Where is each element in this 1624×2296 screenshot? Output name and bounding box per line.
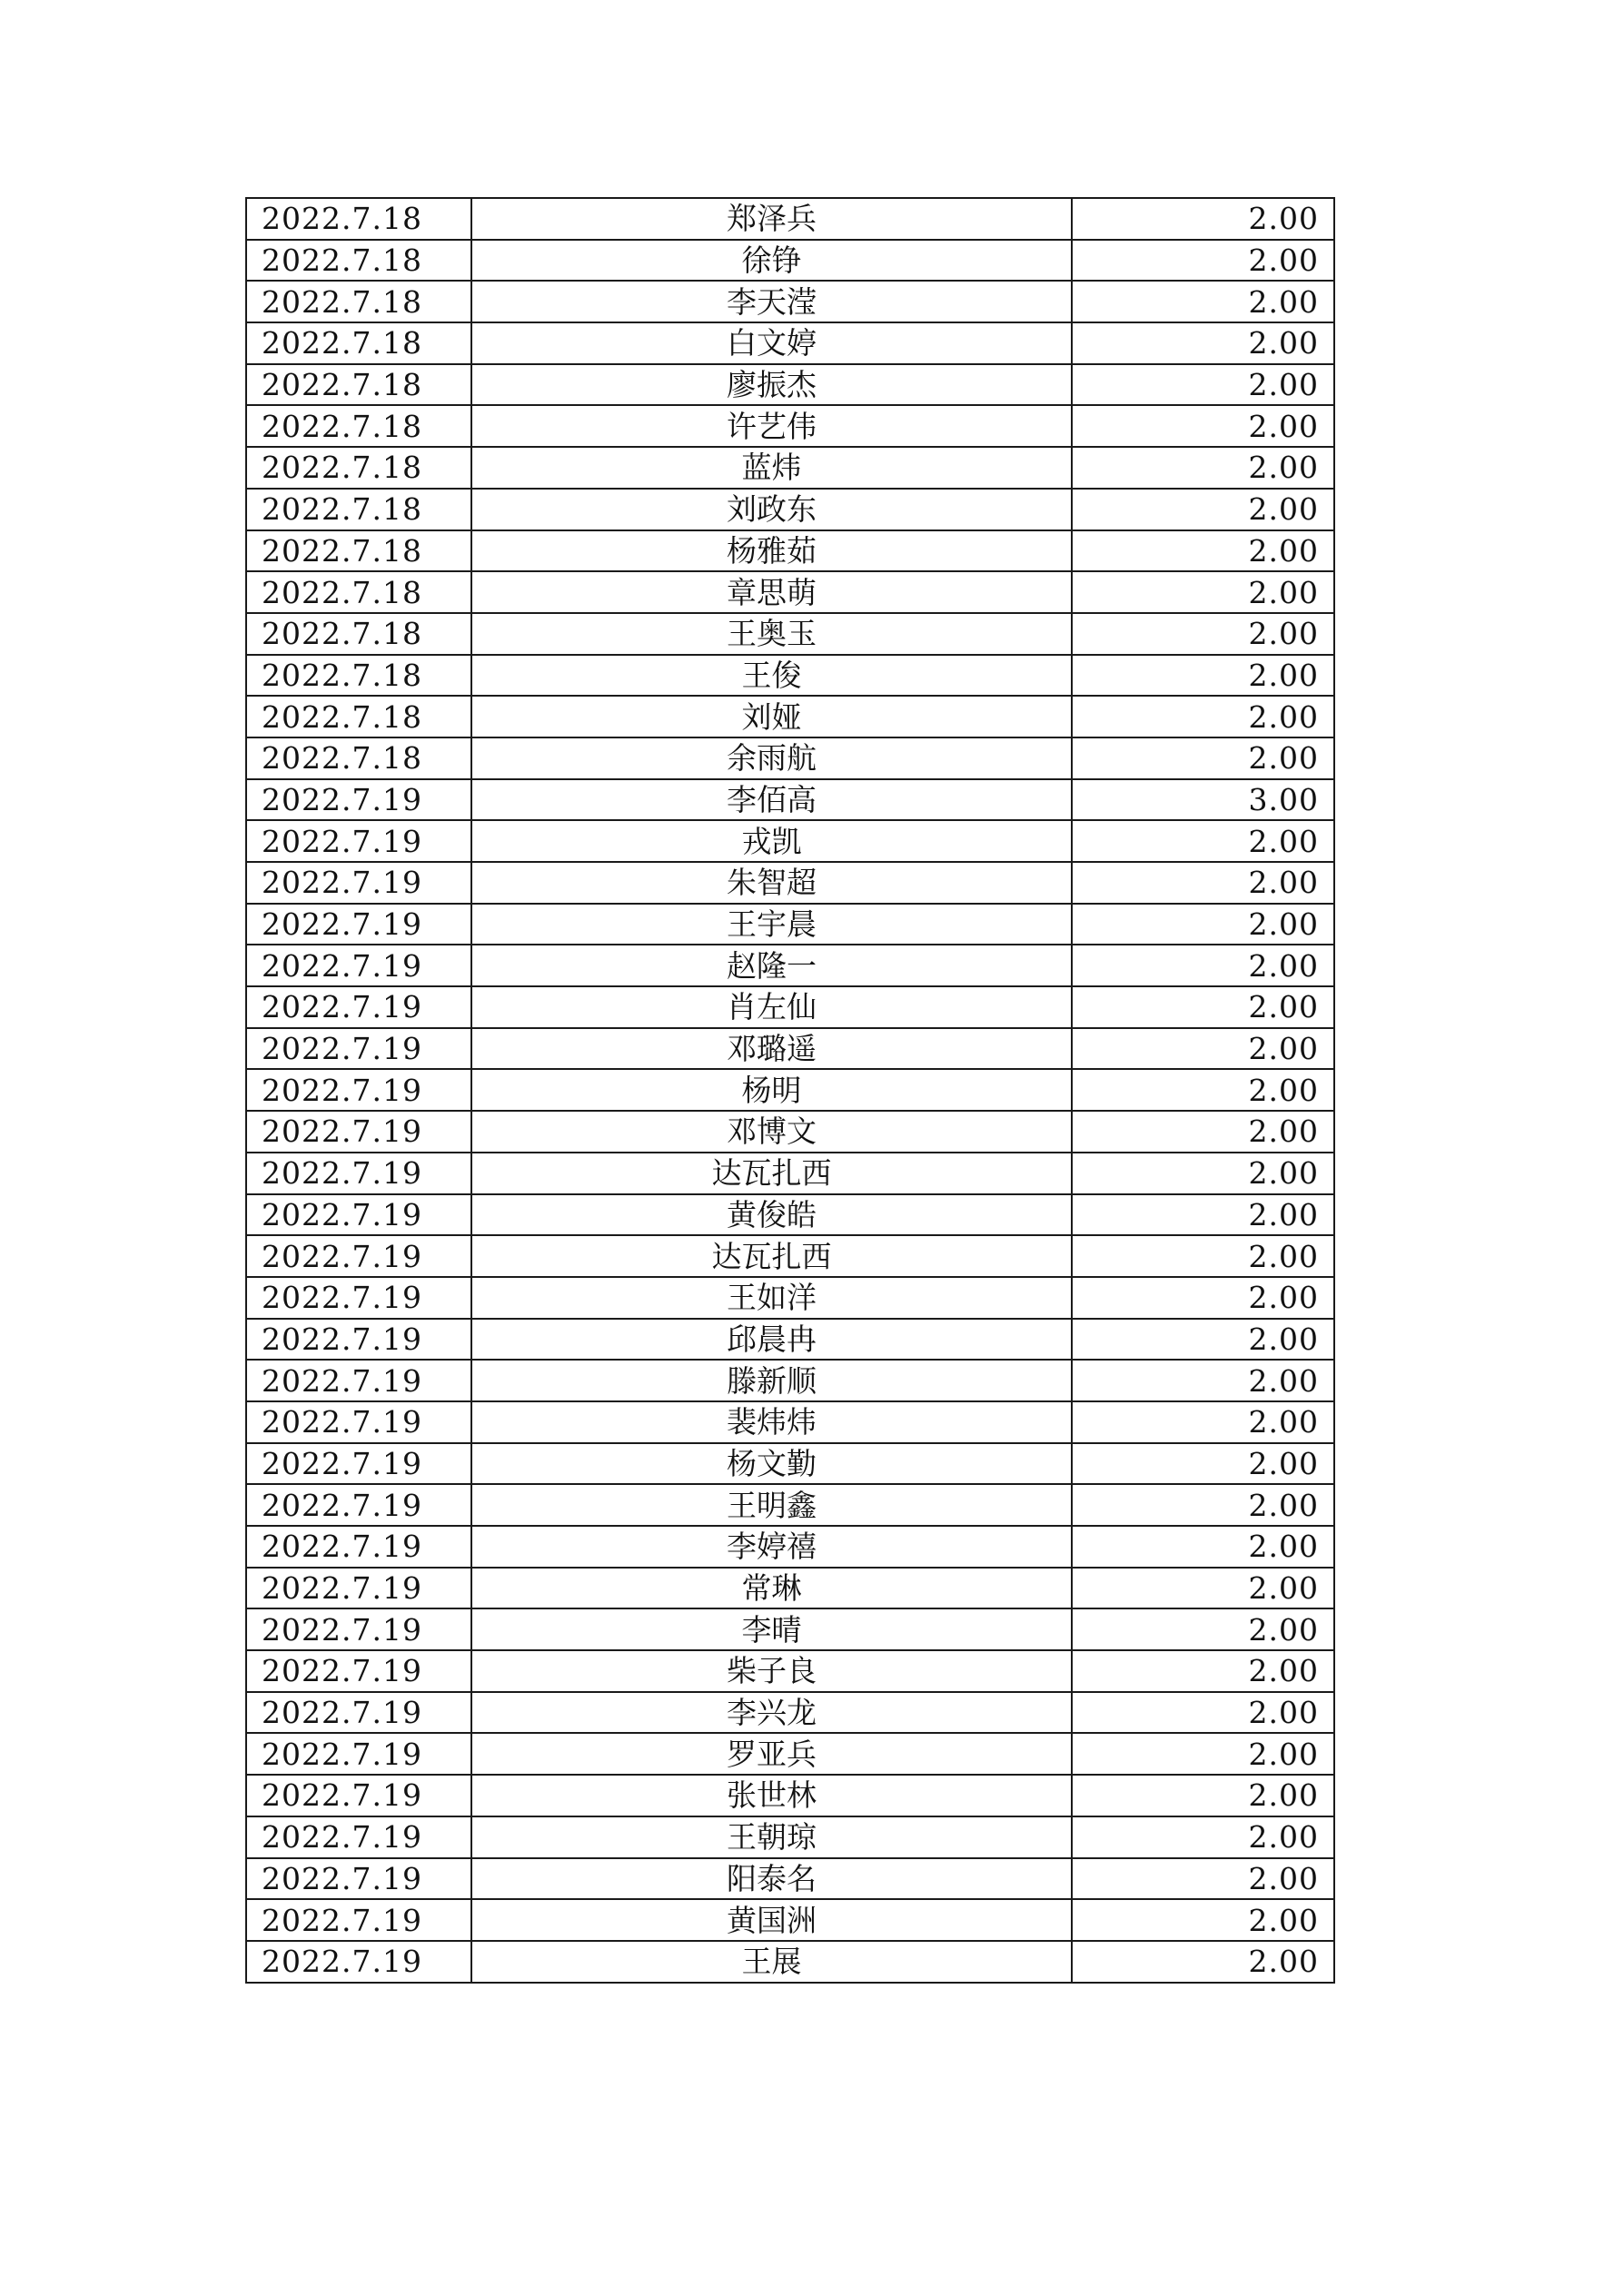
date-cell: 2022.7.19 [246,779,471,821]
amount-cell: 2.00 [1072,1692,1334,1734]
name-cell: 郑泽兵 [471,198,1072,240]
amount-cell: 2.00 [1072,1733,1334,1775]
name-cell: 王宇晨 [471,904,1072,945]
name-cell: 廖振杰 [471,364,1072,406]
name-cell: 罗亚兵 [471,1733,1072,1775]
amount-cell: 2.00 [1072,1111,1334,1153]
table-row [246,613,1334,655]
table-row [246,1899,1334,1941]
table-row [246,1277,1334,1319]
table-row [246,820,1334,862]
amount-cell: 3.00 [1072,779,1334,821]
name-cell: 王朝琼 [471,1816,1072,1858]
table-row [246,489,1334,530]
table-row [246,1484,1334,1526]
date-cell: 2022.7.19 [246,1568,471,1609]
table-row [246,737,1334,779]
date-cell: 2022.7.19 [246,1650,471,1692]
date-cell: 2022.7.18 [246,489,471,530]
table-row [246,1401,1334,1443]
amount-cell: 2.00 [1072,1360,1334,1401]
date-cell: 2022.7.19 [246,1235,471,1277]
amount-cell: 2.00 [1072,530,1334,572]
date-cell: 2022.7.18 [246,198,471,240]
amount-cell: 2.00 [1072,364,1334,406]
date-cell: 2022.7.19 [246,904,471,945]
amount-cell: 2.00 [1072,737,1334,779]
date-cell: 2022.7.19 [246,945,471,986]
name-cell: 李婷禧 [471,1526,1072,1568]
name-cell: 达瓦扎西 [471,1235,1072,1277]
date-cell: 2022.7.18 [246,281,471,322]
date-cell: 2022.7.18 [246,405,471,447]
table-row [246,571,1334,613]
date-cell: 2022.7.18 [246,322,471,364]
date-cell: 2022.7.19 [246,862,471,904]
name-cell: 常琳 [471,1568,1072,1609]
table-row [246,1692,1334,1734]
table-row [246,1153,1334,1194]
table-row [246,904,1334,945]
amount-cell: 2.00 [1072,1443,1334,1485]
date-cell: 2022.7.18 [246,240,471,282]
name-cell: 李天滢 [471,281,1072,322]
table-row [246,322,1334,364]
amount-cell: 2.00 [1072,862,1334,904]
date-cell: 2022.7.19 [246,1816,471,1858]
date-cell: 2022.7.19 [246,1111,471,1153]
date-cell: 2022.7.19 [246,1277,471,1319]
amount-cell: 2.00 [1072,1235,1334,1277]
table-row [246,1816,1334,1858]
amount-cell: 2.00 [1072,1775,1334,1816]
table-row [246,447,1334,489]
date-cell: 2022.7.19 [246,820,471,862]
amount-cell: 2.00 [1072,1650,1334,1692]
date-cell: 2022.7.18 [246,737,471,779]
table-row [246,1069,1334,1111]
name-cell: 杨文勤 [471,1443,1072,1485]
table-row [246,1941,1334,1983]
amount-cell: 2.00 [1072,904,1334,945]
name-cell: 白文婷 [471,322,1072,364]
amount-cell: 2.00 [1072,1899,1334,1941]
name-cell: 李佰高 [471,779,1072,821]
date-cell: 2022.7.19 [246,1319,471,1361]
table-row [246,1235,1334,1277]
name-cell: 蓝炜 [471,447,1072,489]
amount-cell: 2.00 [1072,655,1334,697]
name-cell: 邱晨冉 [471,1319,1072,1361]
name-cell: 刘娅 [471,696,1072,737]
table-row [246,779,1334,821]
table-row [246,405,1334,447]
amount-cell: 2.00 [1072,240,1334,282]
name-cell: 杨雅茹 [471,530,1072,572]
name-cell: 杨明 [471,1069,1072,1111]
donation-table-body [246,198,1334,1983]
amount-cell: 2.00 [1072,986,1334,1028]
amount-cell: 2.00 [1072,1153,1334,1194]
name-cell: 许艺伟 [471,405,1072,447]
table-row [246,1360,1334,1401]
table-row [246,1028,1334,1070]
name-cell: 赵隆一 [471,945,1072,986]
name-cell: 余雨航 [471,737,1072,779]
date-cell: 2022.7.19 [246,1733,471,1775]
table-row [246,1568,1334,1609]
date-cell: 2022.7.19 [246,1401,471,1443]
name-cell: 张世林 [471,1775,1072,1816]
table-row [246,655,1334,697]
name-cell: 李兴龙 [471,1692,1072,1734]
table-row [246,986,1334,1028]
amount-cell: 2.00 [1072,1277,1334,1319]
name-cell: 章思萌 [471,571,1072,613]
table-row [246,530,1334,572]
name-cell: 戎凯 [471,820,1072,862]
date-cell: 2022.7.19 [246,1526,471,1568]
date-cell: 2022.7.19 [246,986,471,1028]
name-cell: 王明鑫 [471,1484,1072,1526]
date-cell: 2022.7.18 [246,571,471,613]
table-row [246,364,1334,406]
date-cell: 2022.7.19 [246,1775,471,1816]
table-row [246,281,1334,322]
date-cell: 2022.7.19 [246,1069,471,1111]
amount-cell: 2.00 [1072,1194,1334,1236]
date-cell: 2022.7.19 [246,1484,471,1526]
amount-cell: 2.00 [1072,405,1334,447]
name-cell: 邓博文 [471,1111,1072,1153]
table-row [246,1650,1334,1692]
name-cell: 王俊 [471,655,1072,697]
amount-cell: 2.00 [1072,1816,1334,1858]
date-cell: 2022.7.19 [246,1443,471,1485]
table-row [246,240,1334,282]
table-row [246,198,1334,240]
amount-cell: 2.00 [1072,322,1334,364]
name-cell: 裴炜炜 [471,1401,1072,1443]
table-row [246,1775,1334,1816]
date-cell: 2022.7.19 [246,1360,471,1401]
table-row [246,1111,1334,1153]
name-cell: 黄国洲 [471,1899,1072,1941]
table-row [246,1733,1334,1775]
name-cell: 邓璐遥 [471,1028,1072,1070]
date-cell: 2022.7.18 [246,364,471,406]
table-row [246,1526,1334,1568]
table-row [246,1858,1334,1900]
table-row [246,1319,1334,1361]
date-cell: 2022.7.19 [246,1941,471,1983]
table-row [246,1443,1334,1485]
date-cell: 2022.7.19 [246,1692,471,1734]
table-row [246,1194,1334,1236]
table-row [246,945,1334,986]
date-cell: 2022.7.19 [246,1899,471,1941]
amount-cell: 2.00 [1072,198,1334,240]
amount-cell: 2.00 [1072,571,1334,613]
date-cell: 2022.7.19 [246,1028,471,1070]
table-row [246,1608,1334,1650]
amount-cell: 2.00 [1072,1484,1334,1526]
name-cell: 朱智超 [471,862,1072,904]
date-cell: 2022.7.19 [246,1608,471,1650]
name-cell: 刘政东 [471,489,1072,530]
name-cell: 达瓦扎西 [471,1153,1072,1194]
amount-cell: 2.00 [1072,613,1334,655]
date-cell: 2022.7.18 [246,655,471,697]
date-cell: 2022.7.19 [246,1194,471,1236]
table-row [246,862,1334,904]
donation-table [245,197,1335,1984]
name-cell: 王奥玉 [471,613,1072,655]
date-cell: 2022.7.18 [246,530,471,572]
name-cell: 柴子良 [471,1650,1072,1692]
date-cell: 2022.7.18 [246,696,471,737]
date-cell: 2022.7.19 [246,1858,471,1900]
date-cell: 2022.7.18 [246,613,471,655]
amount-cell: 2.00 [1072,696,1334,737]
name-cell: 阳泰名 [471,1858,1072,1900]
amount-cell: 2.00 [1072,820,1334,862]
name-cell: 徐铮 [471,240,1072,282]
name-cell: 黄俊皓 [471,1194,1072,1236]
name-cell: 王如洋 [471,1277,1072,1319]
date-cell: 2022.7.19 [246,1153,471,1194]
name-cell: 滕新顺 [471,1360,1072,1401]
amount-cell: 2.00 [1072,281,1334,322]
date-cell: 2022.7.18 [246,447,471,489]
table-row [246,696,1334,737]
name-cell: 肖左仙 [471,986,1072,1028]
amount-cell: 2.00 [1072,1319,1334,1361]
name-cell: 王展 [471,1941,1072,1983]
amount-cell: 2.00 [1072,489,1334,530]
amount-cell: 2.00 [1072,1069,1334,1111]
amount-cell: 2.00 [1072,1526,1334,1568]
amount-cell: 2.00 [1072,945,1334,986]
amount-cell: 2.00 [1072,1028,1334,1070]
amount-cell: 2.00 [1072,1568,1334,1609]
amount-cell: 2.00 [1072,1401,1334,1443]
amount-cell: 2.00 [1072,447,1334,489]
amount-cell: 2.00 [1072,1858,1334,1900]
name-cell: 李晴 [471,1608,1072,1650]
amount-cell: 2.00 [1072,1608,1334,1650]
amount-cell: 2.00 [1072,1941,1334,1983]
